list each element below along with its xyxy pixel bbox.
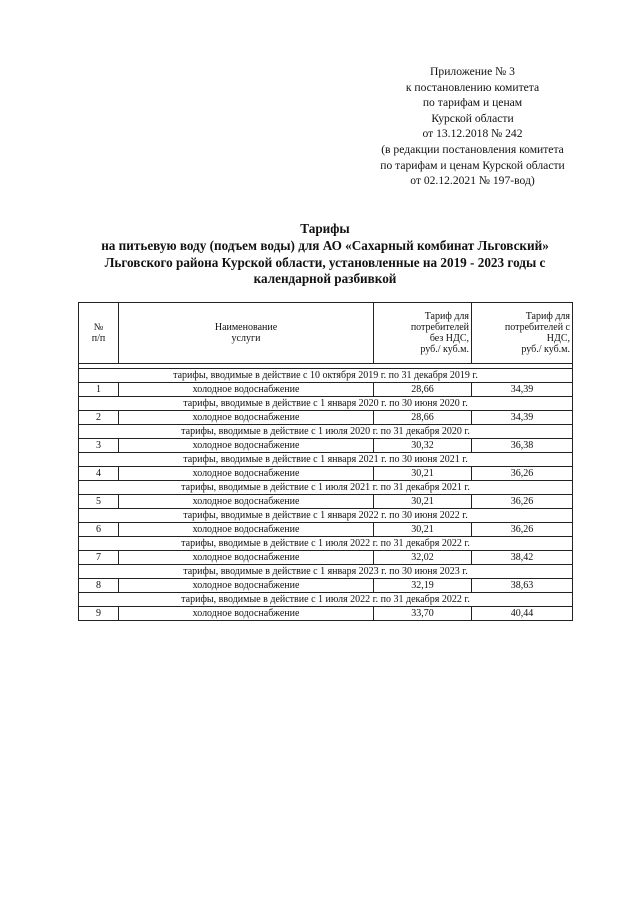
service-name: холодное водоснабжение bbox=[119, 579, 374, 593]
row-number: 9 bbox=[79, 607, 119, 621]
table-row bbox=[79, 579, 573, 593]
period-cell: тарифы, вводимые в действие с 1 июля 2020 г. по 31 декабря 2020 г. bbox=[79, 425, 573, 439]
price-vat: 40,44 bbox=[472, 607, 573, 621]
period-row bbox=[79, 425, 573, 439]
price-no-vat: 30,32 bbox=[374, 439, 472, 453]
price-no-vat: 30,21 bbox=[374, 495, 472, 509]
row-number: 1 bbox=[79, 383, 119, 397]
price-no-vat: 32,19 bbox=[374, 579, 472, 593]
tariff-table bbox=[78, 302, 573, 621]
table-row bbox=[79, 495, 573, 509]
title-line: Льговского района Курской области, установленные на 2019 - 2023 годы с bbox=[104, 254, 546, 270]
annex-line: Приложение № 3 bbox=[430, 65, 515, 78]
period-row bbox=[79, 481, 573, 495]
service-name: холодное водоснабжение bbox=[119, 411, 374, 425]
service-name: холодное водоснабжение bbox=[119, 495, 374, 509]
annex-line: к постановлению комитета bbox=[405, 80, 540, 94]
header-price-no-vat bbox=[374, 303, 472, 364]
header-price-vat-text: Тариф для потребителей с НДС, руб./ куб.м. bbox=[504, 311, 570, 355]
price-vat: 34,39 bbox=[472, 383, 573, 397]
period-row bbox=[79, 369, 573, 383]
period-row bbox=[79, 565, 573, 579]
table-header-row bbox=[79, 303, 573, 364]
service-name: холодное водоснабжение bbox=[119, 551, 374, 565]
title-line: календарной разбивкой bbox=[253, 271, 397, 287]
header-price-no-vat-text: Тариф для потребителей без НДС, руб./ куб.м. bbox=[410, 311, 469, 355]
price-no-vat: 33,70 bbox=[374, 607, 472, 621]
table-row bbox=[79, 411, 573, 425]
table-row bbox=[79, 551, 573, 565]
annex-line: от 02.12.2021 № 197-вод) bbox=[410, 174, 535, 188]
row-number: 7 bbox=[79, 551, 119, 565]
table-row bbox=[79, 523, 573, 537]
header-num bbox=[79, 303, 119, 364]
price-no-vat: 28,66 bbox=[374, 383, 472, 397]
table-row bbox=[79, 607, 573, 621]
price-no-vat: 30,21 bbox=[374, 523, 472, 537]
price-no-vat: 28,66 bbox=[374, 411, 472, 425]
period-row bbox=[79, 537, 573, 551]
price-vat: 38,42 bbox=[472, 551, 573, 565]
service-name: холодное водоснабжение bbox=[119, 467, 374, 481]
price-vat: 36,26 bbox=[472, 523, 573, 537]
table-row bbox=[79, 383, 573, 397]
period-row bbox=[79, 593, 573, 607]
period-cell: тарифы, вводимые в действие с 1 июля 2021 г. по 31 декабря 2021 г. bbox=[79, 481, 573, 495]
row-number: 5 bbox=[79, 495, 119, 509]
header-service-name bbox=[119, 303, 374, 364]
header-num-text: № п/п bbox=[91, 322, 106, 344]
period-cell: тарифы, вводимые в действие с 1 июля 2022 г. по 31 декабря 2022 г. bbox=[79, 593, 573, 607]
annex-line: по тарифам и ценам Курской области bbox=[380, 158, 565, 172]
service-name: холодное водоснабжение bbox=[119, 607, 374, 621]
annex-line: от 13.12.2018 № 242 bbox=[422, 127, 523, 141]
annex-line: (в редакции постановления комитета bbox=[381, 142, 564, 156]
row-number: 3 bbox=[79, 439, 119, 453]
price-vat: 36,26 bbox=[472, 495, 573, 509]
price-vat: 34,39 bbox=[472, 411, 573, 425]
period-row bbox=[79, 397, 573, 411]
service-name: холодное водоснабжение bbox=[119, 383, 374, 397]
price-vat: 36,38 bbox=[472, 439, 573, 453]
row-number: 6 bbox=[79, 523, 119, 537]
price-vat: 36,26 bbox=[472, 467, 573, 481]
service-name: холодное водоснабжение bbox=[119, 523, 374, 537]
period-cell: тарифы, вводимые в действие с 1 января 2023 г. по 30 июня 2023 г. bbox=[79, 565, 573, 579]
period-row bbox=[79, 453, 573, 467]
period-cell: тарифы, вводимые в действие с 1 июля 2022 г. по 31 декабря 2022 г. bbox=[79, 537, 573, 551]
header-service-name-text: Наименование услуги bbox=[214, 322, 278, 344]
row-number: 8 bbox=[79, 579, 119, 593]
header-price-vat bbox=[472, 303, 573, 364]
document-title bbox=[40, 221, 610, 288]
table-row bbox=[79, 467, 573, 481]
period-row bbox=[79, 509, 573, 523]
service-name: холодное водоснабжение bbox=[119, 439, 374, 453]
row-number: 4 bbox=[79, 467, 119, 481]
price-no-vat: 30,21 bbox=[374, 467, 472, 481]
period-cell: тарифы, вводимые в действие с 1 января 2021 г. по 30 июня 2021 г. bbox=[79, 453, 573, 467]
table-row bbox=[79, 439, 573, 453]
price-no-vat: 32,02 bbox=[374, 551, 472, 565]
annex-reference bbox=[350, 64, 595, 189]
period-cell: тарифы, вводимые в действие с 1 января 2020 г. по 30 июня 2020 г. bbox=[79, 397, 573, 411]
period-cell: тарифы, вводимые в действие с 10 октября 2019 г. по 31 декабря 2019 г. bbox=[79, 369, 573, 383]
price-vat: 38,63 bbox=[472, 579, 573, 593]
title-line: на питьевую воду (подъем воды) для АО «Сахарный комбинат Льговский» bbox=[101, 237, 549, 253]
period-cell: тарифы, вводимые в действие с 1 января 2022 г. по 30 июня 2022 г. bbox=[79, 509, 573, 523]
row-number: 2 bbox=[79, 411, 119, 425]
title-line: Тарифы bbox=[300, 221, 350, 236]
annex-line: по тарифам и ценам bbox=[422, 96, 523, 110]
annex-line: Курской области bbox=[431, 111, 514, 125]
